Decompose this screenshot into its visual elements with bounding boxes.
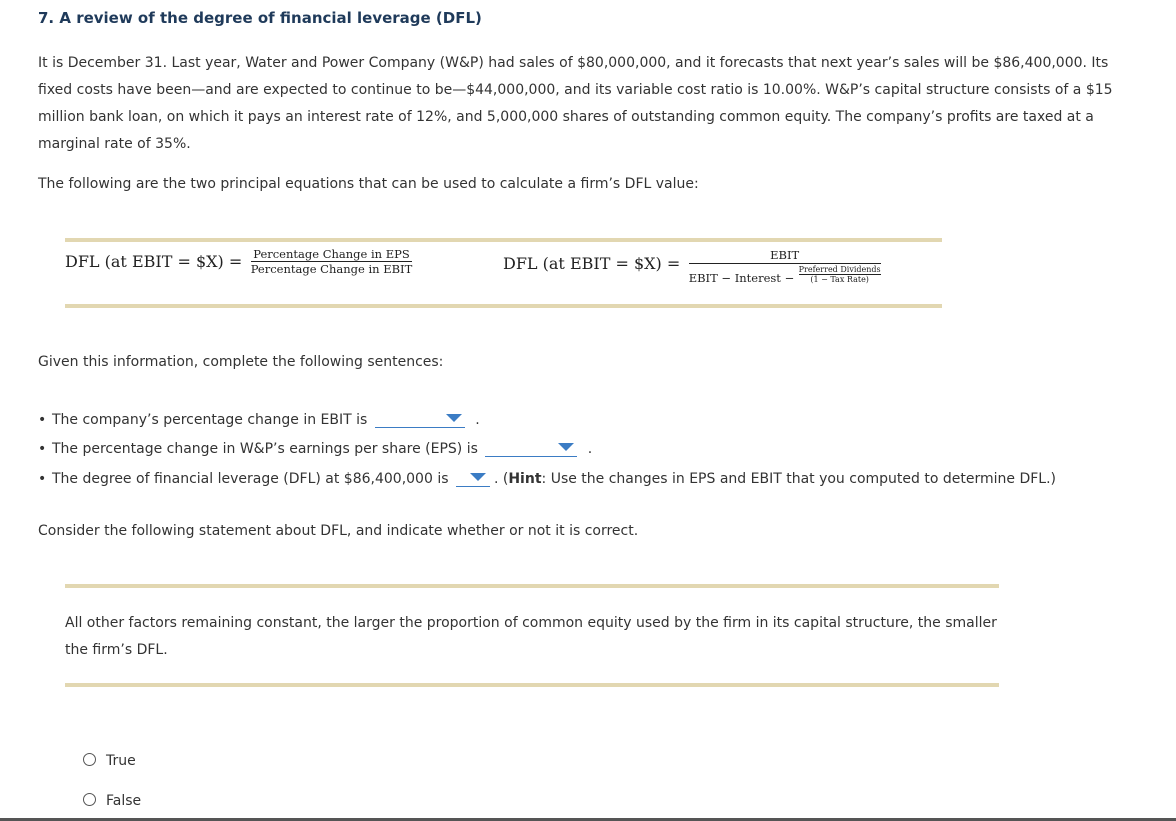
bullet-ebit-text: The company’s percentage change in EBIT is [52, 412, 368, 428]
bullet-dot: • [38, 412, 47, 428]
option-true[interactable] [83, 753, 136, 769]
eq2-sub-numerator: Preferred Dividends [798, 265, 881, 274]
eq2-fraction [689, 248, 881, 284]
eq2-sub-denominator: (1 − Tax Rate) [799, 274, 881, 284]
option-true-label: True [106, 753, 136, 769]
question-title: 7. A review of the degree of financial leverage (DFL) [38, 9, 482, 27]
equation-2 [503, 248, 881, 284]
equation-bottom-rule [65, 304, 942, 308]
equation-top-rule [65, 238, 942, 242]
radio-true[interactable] [83, 753, 96, 766]
bullet-dfl [38, 468, 1056, 487]
eq1-denominator: Percentage Change in EBIT [250, 262, 413, 276]
eq2-lhs: DFL (at EBIT = $X) = [503, 254, 681, 273]
statement-text: All other factors remaining constant, the larger the proportion of common equity used by the firm in its capital structure, the smaller the firm’s DFL. [65, 615, 997, 658]
bullet-eps-change [38, 438, 592, 457]
option-false[interactable] [83, 793, 141, 809]
eq1-lhs: DFL (at EBIT = $X) = [65, 252, 243, 271]
chevron-down-icon [558, 443, 574, 451]
equations-lead: The following are the two principal equations that can be used to calculate a firm’s DFL value: [38, 176, 699, 192]
chevron-down-icon [446, 414, 462, 422]
bullet-ebit-end: . [475, 412, 480, 428]
eps-change-dropdown[interactable] [485, 438, 577, 457]
hint-label: Hint [508, 471, 542, 487]
bullet-ebit-change [38, 409, 480, 428]
eq2-den-prefix: EBIT − Interest − [688, 271, 795, 285]
consider-text: Consider the following statement about DFL, and indicate whether or not it is correct. [38, 523, 639, 539]
bullet-eps-text: The percentage change in W&P’s earnings per share (EPS) is [52, 441, 478, 457]
statement-top-rule [65, 584, 999, 588]
eq1-numerator: Percentage Change in EPS [253, 247, 410, 261]
equation-1 [65, 247, 412, 276]
bullet-dot: • [38, 471, 47, 487]
bullet-dfl-text: The degree of financial leverage (DFL) at $86,400,000 is [52, 471, 449, 487]
dfl-dropdown[interactable] [456, 468, 490, 487]
hint-prefix: . ( [493, 471, 509, 487]
eq2-sub-fraction [799, 265, 881, 284]
intro-paragraph: It is December 31. Last year, Water and Power Company (W&P) had sales of $80,000,000, and it forecasts that next year’s sales will be $86,400,000. Its fixed costs have been—and are expected to continue to be—$44,000,000, and its variable cost ratio is 10.00%. W&P’s capital structure consists of a $15 million bank loan, on which it pays an interest rate of 12%, and 5,000,000 shares of outstanding common equity. The company’s profits are taxed at a marginal rate of 35%. [38, 55, 1113, 152]
chevron-down-icon [470, 473, 486, 481]
hint-text: : Use the changes in EPS and EBIT that you computed to determine DFL.) [541, 471, 1056, 487]
statement-bottom-rule [65, 683, 999, 687]
ebit-change-dropdown[interactable] [375, 409, 465, 428]
option-false-label: False [106, 793, 142, 809]
given-text: Given this information, complete the following sentences: [38, 354, 444, 370]
eq1-fraction [251, 247, 413, 276]
radio-false[interactable] [83, 793, 96, 806]
eq2-numerator: EBIT [770, 248, 800, 262]
bullet-dot: • [38, 441, 47, 457]
eq2-denominator [689, 263, 881, 284]
bullet-eps-end: . [587, 441, 593, 457]
